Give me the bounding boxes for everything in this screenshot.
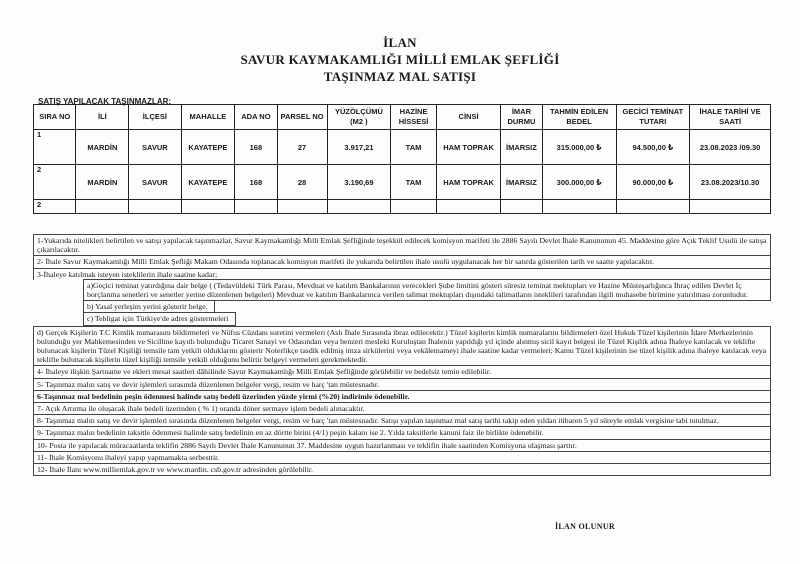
- table-cell: [436, 200, 500, 214]
- table-cell: [542, 200, 616, 214]
- table-cell: [391, 200, 437, 214]
- condition-3b: b) Yasal yerleşim yerini gösterir belge.: [83, 300, 215, 313]
- condition-7: 7- Açık Artırma ile oluşacak ihale bedeli üzerinden ( % 1) oranda döner sermaye işlem bedeli alınacaktır.: [33, 402, 771, 414]
- col-header: MAHALLE: [181, 105, 235, 130]
- col-header: PARSEL NO: [277, 105, 327, 130]
- table-cell: 94.500,00 ₺: [616, 130, 690, 165]
- closing-text: İLAN OLUNUR: [555, 522, 615, 531]
- col-header: HAZİNE HİSSESİ: [391, 105, 437, 130]
- condition-5: 5- Taşınmaz malın satış ve devir işlemleri sırasında düzenlenen belgeler vergi, resim ve harç 'tan müstesnadır.: [33, 378, 771, 390]
- conditions-list: [33, 234, 771, 476]
- table-cell: KAYATEPE: [181, 165, 235, 200]
- table-cell: İMARSIZ: [501, 130, 542, 165]
- col-header: TAHMİN EDİLEN BEDEL: [542, 105, 616, 130]
- condition-6: 6-Taşınmaz mal bedelinin peşin ödenmesi halinde satış bedeli üzerinden yüzde yirmi (%20) indirimle ödenebilir.: [33, 390, 771, 402]
- col-header: İMAR DURMU: [501, 105, 542, 130]
- col-header: ADA NO: [235, 105, 277, 130]
- col-header: SIRA NO: [34, 105, 76, 130]
- table-cell: TAM: [391, 165, 437, 200]
- table-cell: [327, 200, 391, 214]
- condition-8: 8- Taşınmaz malın satış ve devir işlemleri sırasında düzenlenen belgeler vergi, resim ve harç 'tan müstesnadır. Satışı yapılan taşınmaz mal satış tarihi takip eden yıldan itibaren 5 yıl süreyle emlak vergisine tabi tutulmaz.: [33, 414, 771, 426]
- table-header-row: [34, 105, 771, 130]
- table-cell: 168: [235, 165, 277, 200]
- condition-12: 12- İhale İlanı www.milliemlak.gov.tr ve www.mardin. csb.gov.tr adresinden görülebilir.: [33, 463, 771, 476]
- col-header: CİNSİ: [436, 105, 500, 130]
- condition-11: 11- İhale Komisyonu ihaleyi yapıp yapmamakta serbesttir.: [33, 451, 771, 463]
- table-cell: 23.08.2023 /09.30: [690, 130, 771, 165]
- table-cell: MARDİN: [76, 165, 129, 200]
- condition-2: 2- İhale Savur Kaymakamlığı Milli Emlak Şefliği Makam Odasında toplanacak komisyon marifeti ile yukarıda belirtilen ihale usulü uygulanacak her bir satırda gösterilen tarih ve saatte yapılacaktır.: [33, 255, 771, 267]
- table-cell: MARDİN: [76, 130, 129, 165]
- table-cell: 90.000,00 ₺: [616, 165, 690, 200]
- table-cell: [690, 200, 771, 214]
- table-cell: 2: [34, 200, 76, 214]
- table-cell: [181, 200, 235, 214]
- header-line-1: İLAN: [383, 35, 417, 50]
- table-cell: 23.08.2023/10.30: [690, 165, 771, 200]
- table-cell: İMARSIZ: [501, 165, 542, 200]
- table-cell: 27: [277, 130, 327, 165]
- table-cell: 168: [235, 130, 277, 165]
- table-cell: 3.190,69: [327, 165, 391, 200]
- table-cell: [616, 200, 690, 214]
- condition-9: 9- Taşınmaz malın bedelinin taksitle ödenmesi halinde satış bedelinin en az dörtte birini (4/1) peşin kalanı ise 2. Yılda taksitlerle kanuni faiz ile birlikte ödenebilir.: [33, 426, 771, 438]
- table-cell: SAVUR: [129, 130, 181, 165]
- table-cell: 2: [34, 165, 76, 200]
- header-line-2: SAVUR KAYMAKAMLIĞI MİLLİ EMLAK ŞEFLİĞİ: [240, 52, 560, 67]
- header-line-3: TAŞINMAZ MAL SATIŞI: [323, 69, 477, 84]
- table-cell: HAM TOPRAK: [436, 165, 500, 200]
- condition-1: 1-Yukarıda nitelikleri belirtilen ve satışı yapılacak taşınmazlar, Savur Kaymakamlığı Milli Emlak Şefliğinde teşekkül edilecek komisyon marifeti ile 2886 Sayılı Devlet İhale Kanununun 45. Maddesine göre Açık Teklif Usulü ile satışa çıkarılacaktır.: [33, 234, 771, 255]
- condition-3: 3-İhaleye katılmak isteyen isteklilerin ihale saatine kadar;: [33, 268, 771, 280]
- table-cell: TAM: [391, 130, 437, 165]
- table-cell: 1: [34, 130, 76, 165]
- section-label: SATIŞ YAPILACAK TAŞINMAZLAR;: [38, 97, 172, 106]
- table-cell: [76, 200, 129, 214]
- table-cell: KAYATEPE: [181, 130, 235, 165]
- table-cell: 300.000,00 ₺: [542, 165, 616, 200]
- table-cell: HAM TOPRAK: [436, 130, 500, 165]
- condition-3d: d) Gerçek Kişilerin T.C Kimlik numarasını bildirmeleri ve Nüfus Cüzdanı suretini vermeleri (Aslı İhale Sırasında ibraz edilecektir.) Tüzel kişilerin kimlik numaralarını bildirmeleri özel Hukuk Tüzel kişilerinin İdare Merkezlerinin bulunduğu yer Mahkemesinden ve Sicilline kayıtlı bulunduğu Ticaret Sanayi ve Odasından veya benzeri mesleki Kuruluştan İhalenin yapıldığı yıl içinde alınmış sicil kayıt belgesi ile Tüzel Kişilik adına İhaleye katılacak ve teklifte bulunacak kişilerin Tüzel Kişiliği temsile tam yetkili olduklarını gösterir Noterlikçe tasdik edilmiş imza sirkülerini veya vekâletnameyi ihale saatine kadar vermeleri; Kamu Tüzel kişilerinin ise tüzel kişilik adına ihaleye katılacak veya teklifte bulunacak kişilerin tüzel kişiliği temsile yetkili olduğunu belirtir belgeyi vermeleri gerekmektedir.: [33, 326, 771, 366]
- table-row: [34, 165, 771, 200]
- col-header: GECİCİ TEMİNAT TUTARI: [616, 105, 690, 130]
- col-header: İLİ: [76, 105, 129, 130]
- table-row: [34, 130, 771, 165]
- table-row: [34, 200, 771, 214]
- table-cell: [501, 200, 542, 214]
- table-cell: [277, 200, 327, 214]
- property-table: [33, 104, 771, 214]
- condition-3c: c) Tebligat için Türkiye'de adres göstermeleri: [83, 312, 236, 325]
- table-cell: 3.917,21: [327, 130, 391, 165]
- table-cell: [235, 200, 277, 214]
- table-cell: 315.000,00 ₺: [542, 130, 616, 165]
- condition-3a: a)Geçici teminat yatırdığına dair belge ( (Tedavüldeki Türk Parası, Mevduat ve katılım Bankalarının verecekleri Şube limitini gösteri süresiz teminat mektupları ve Hazine Müsteşarlığınca İhraç edilen Devlet İç borçlanma senetleri ve senetler yerine düzenlenen belgeleri) Mevduat ve katılım Bankalarınca verilen talimat mektupları dışındaki talimatların isteklileri tarafından ilgili muhasebe birimine yatırılması zorunludur.: [83, 279, 771, 301]
- condition-4: 4- İhaleye ilişkin Şartname ve ekleri mesai saatleri dâhilinde Savur Kaymakamlığı Milli Emlak Şefliğinde görülebilir ve bedelsiz temin edilebilir.: [33, 365, 771, 377]
- condition-10: 10- Posta ile yapılacak müracaatlarda teklifin 2886 Sayılı Devlet İhale Kanununun 37. Maddesine uygun hazırlanması ve teklifin ihale saatinden Komisyona ulaşması şarttır.: [33, 439, 771, 451]
- table-cell: SAVUR: [129, 165, 181, 200]
- table-cell: 28: [277, 165, 327, 200]
- col-header: İLÇESİ: [129, 105, 181, 130]
- table-cell: [129, 200, 181, 214]
- col-header: YÜZÖLÇÜMÜ (M2 ): [327, 105, 391, 130]
- header: [0, 34, 800, 85]
- col-header: İHALE TARİHİ VE SAATİ: [690, 105, 771, 130]
